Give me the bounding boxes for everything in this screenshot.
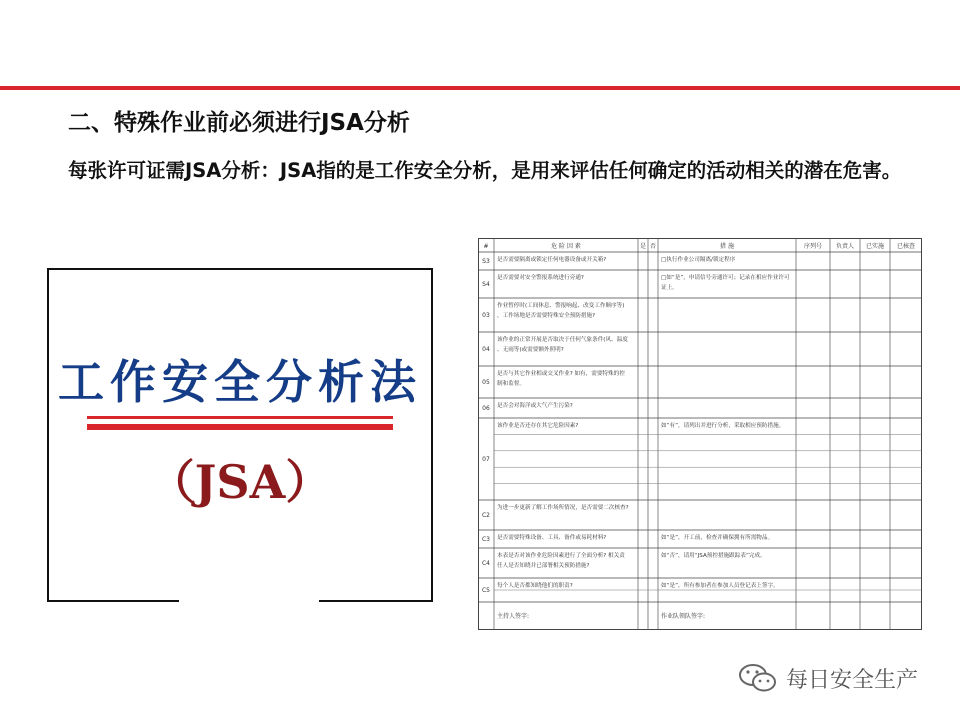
- form-header-cell: 危 险 因 素: [551, 243, 581, 250]
- form-row-hazard: 任人是否知晓并已部署相关预防措施?: [497, 563, 590, 569]
- slide-title: 二、特殊作业前必须进行JSA分析: [68, 110, 410, 136]
- form-row-hazard: 作业暂停时(工间休息、警报响起、改变工作顺序等): [497, 303, 625, 309]
- form-row-id: 07: [482, 456, 490, 463]
- form-row-hazard: 每个人是否都知晓他们的职责?: [497, 583, 573, 589]
- form-row-hazard: 本表是否对该作业危险因素进行了全面分析? 相关责: [497, 553, 625, 559]
- form-header-cell: 已核查: [896, 243, 916, 250]
- form-row-measure: 如“否”，请用“JSA预控措施跟踪表”完成。: [661, 553, 766, 559]
- jsa-form-table: [478, 238, 922, 630]
- header-red-rule: [0, 86, 960, 90]
- card-border-bottom-right: [319, 600, 433, 602]
- watermark: [738, 660, 938, 696]
- form-row-hazard: 该作业的正常开展是否取决于任何气象条件(风、温度: [497, 337, 628, 343]
- jsa-title-card: [47, 268, 433, 602]
- form-row-id: C3: [481, 536, 491, 543]
- form-row-id: 05: [482, 379, 490, 386]
- form-header-cell: 序列号: [803, 243, 823, 250]
- card-border-right: [431, 268, 433, 602]
- wechat-icon: [738, 662, 778, 694]
- form-row-hazard: 是否需要特殊设备、工具、备件或易耗材料?: [497, 535, 607, 541]
- form-header-cell: 否: [649, 243, 657, 250]
- form-row-id: S3: [482, 258, 490, 265]
- form-row-hazard: 是否与其它作业相或交叉作业? 如有，需要特殊的控: [497, 371, 625, 377]
- form-row-hazard: 是否需要对安全警报系统进行旁通?: [497, 275, 584, 281]
- card-border-top: [47, 268, 433, 270]
- form-header-cell: 是: [639, 243, 647, 250]
- form-row-hazard: 是否会对海洋或大气产生污染?: [497, 403, 573, 409]
- form-row-measure: 如“是”，开工前，检查并确保拥有所需物品。: [661, 535, 774, 541]
- form-row-id: S4: [482, 281, 490, 288]
- form-row-hazard: 该作业是否还存在其它危险因素?: [497, 423, 579, 429]
- card-border-left: [47, 268, 49, 602]
- form-row-hazard: 是否需要隔离或锁定任何电器设备或开关箱?: [497, 257, 607, 263]
- card-rule-bottom: [87, 424, 393, 430]
- form-header-cell: 已实施: [865, 243, 885, 250]
- form-row-measure: □执行作业公司隔离/锁定程序: [661, 257, 736, 263]
- form-header-cell: #: [483, 243, 489, 250]
- form-row-hazard: ，工作场地是否需要特殊安全预防措施?: [497, 313, 596, 319]
- form-row-id: 03: [482, 312, 490, 319]
- form-row-measure: 如“是”，所有参加者在参加人员登记表上签字。: [661, 583, 779, 589]
- form-row-id: C5: [481, 587, 491, 594]
- card-title: 工作安全分析法: [58, 355, 422, 409]
- form-row-hazard: 为进一步更新了解工作场所情况，是否需要二次核查?: [497, 505, 629, 511]
- form-header-cell: 措 施: [720, 243, 734, 250]
- form-row-measure: □如“是”，申请信号旁通许可；记录在相应作业许可: [661, 275, 790, 281]
- form-footer-leader: 作业队领队签字:: [661, 613, 706, 620]
- card-rule-top: [87, 416, 393, 419]
- form-footer-host: 主持人签字:: [497, 613, 530, 620]
- jsa-form-image: [478, 238, 922, 630]
- form-row-measure: 证上。: [661, 285, 678, 291]
- watermark-text: 每日安全生产: [786, 668, 919, 693]
- form-row-measure: 如“有”，请列出并进行分析，采取相应预防措施。: [661, 423, 785, 429]
- form-row-id: C2: [481, 512, 491, 519]
- card-border-bottom-left: [47, 600, 179, 602]
- form-row-id: 04: [482, 346, 490, 353]
- form-row-id: C4: [481, 560, 491, 567]
- slide-paragraph: 每张许可证需JSA分析：JSA指的是工作安全分析，是用来评估任何确定的活动相关的潜在危害。: [68, 159, 902, 182]
- form-header-cell: 负责人: [835, 243, 855, 250]
- form-row-hazard: 制和监督。: [497, 381, 525, 387]
- form-row-id: 06: [482, 405, 490, 412]
- form-outer-border: [479, 239, 922, 630]
- form-row-hazard: 、无雨等)或需要额外照明?: [497, 347, 564, 353]
- card-subtitle: （JSA）: [148, 455, 332, 509]
